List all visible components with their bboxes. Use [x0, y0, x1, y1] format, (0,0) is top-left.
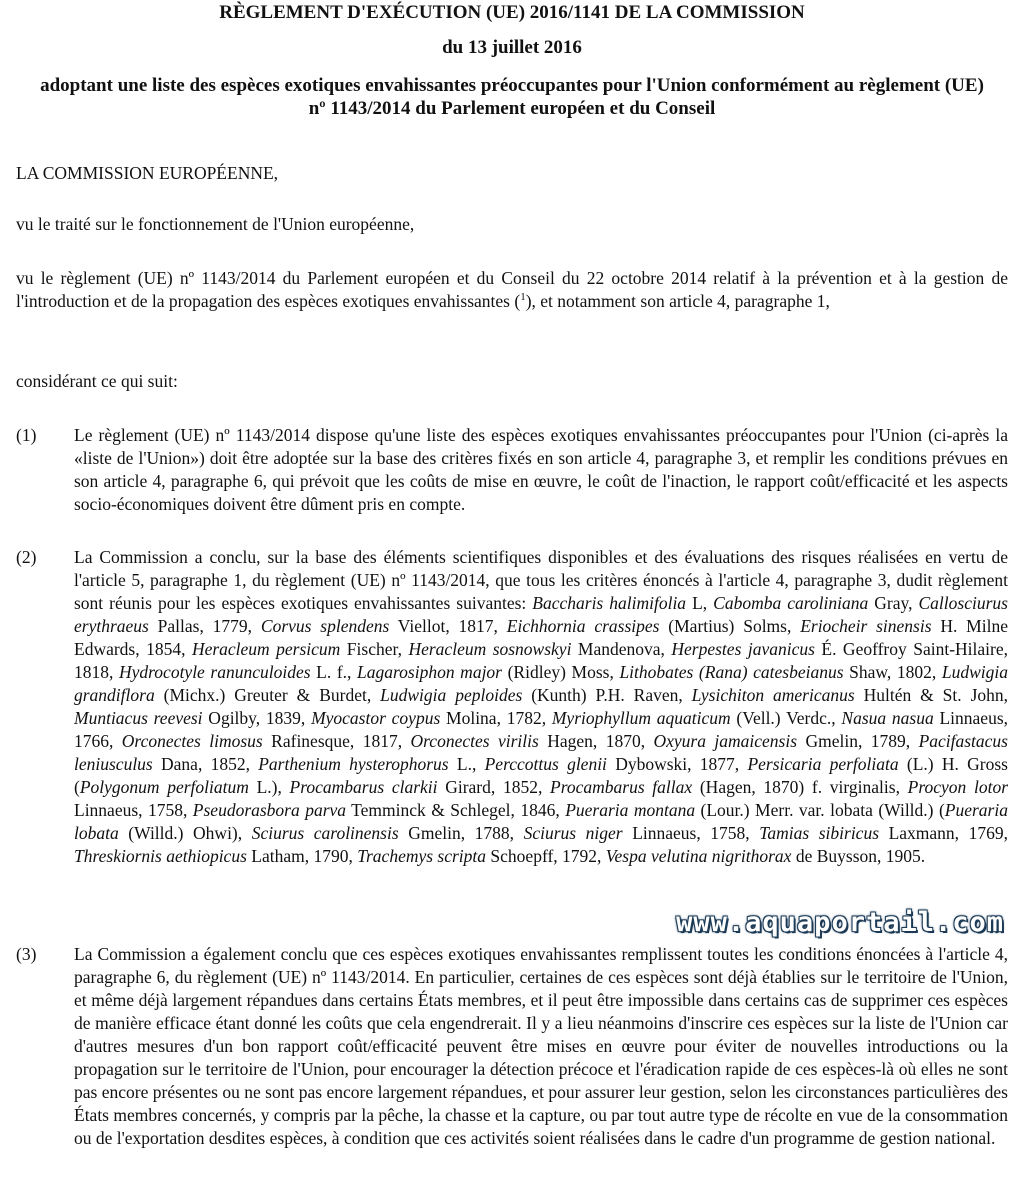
- species-name: Ludwigia grandiflora: [74, 662, 1008, 705]
- species-authority: (Lour.) Merr. var. lobata (Willd.) (: [695, 800, 945, 820]
- species-name: Orconectes virilis: [410, 731, 539, 751]
- citation-regulation-text-a: vu le règlement (UE) nº 1143/2014 du Parlement européen et du Conseil du 22 octobre 2014 relatif à la prévention et à la gestion de l'introduction et de la propagation des espèces exotiques envahissantes (: [16, 268, 1008, 311]
- species-name: Vespa velutina nigrithorax: [605, 846, 792, 866]
- species-name: Pacifastacus leniusculus: [74, 731, 1008, 774]
- recital-text: La Commission a également conclu que ces espèces exotiques envahissantes remplissent toutes les conditions énoncées à l'article 4, paragraphe 6, du règlement (UE) nº 1143/2014. En particulier, certaines de ces espèces sont déjà établies sur le territoire de l'Union, et même déjà largement répandues dans certains États membres, et il peut être impossible dans certains cas de supprimer ces espèces de manière efficace étant donné les coûts que cela engendrerait. Il y a lieu néanmoins d'inscrire ces espèces sur la liste de l'Union car d'autres mesures d'un bon rapport coût/efficacité peuvent être mises en œuvre pour éviter de nouvelles introductions ou la propagation sur le territoire de l'Union, pour encourager la détection précoce et l'éradication rapide de ces espèces-là où elles ne sont pas encore présentes ou ne sont pas encore largement répandues, et pour assurer leur gestion, selon les circonstances particulières des États membres concernés, y compris par la pêche, la chasse et la capture, ou par tout autre type de récolte en vue de la consommation ou de l'exportation desdites espèces, à condition que ces activités soient réalisées dans le cadre d'un programme de gestion national.: [74, 944, 1008, 1148]
- species-authority: Girard, 1852,: [437, 777, 550, 797]
- species-name: Trachemys scripta: [357, 846, 487, 866]
- species-name: Callosciurus erythraeus: [74, 593, 1008, 636]
- species-name: Lithobates (Rana) catesbeianus: [619, 662, 844, 682]
- recital-number: (1): [16, 425, 37, 445]
- citation-regulation: [16, 267, 1008, 313]
- institution-line: LA COMMISSION EUROPÉENNE,: [16, 163, 279, 183]
- species-authority: (Hagen, 1870) f. virginalis,: [692, 777, 908, 797]
- species-authority: Linnaeus, 1758,: [74, 800, 193, 820]
- species-authority: (Kunth) P.H. Raven,: [522, 685, 692, 705]
- recital-number: (2): [16, 547, 37, 567]
- species-name: Herpestes javanicus: [671, 639, 815, 659]
- species-name: Myocastor coypus: [311, 708, 441, 728]
- species-name: Hydrocotyle ranunculoides: [118, 662, 311, 682]
- species-name: Cabomba caroliniana: [713, 593, 869, 613]
- species-name: Parthenium hysterophorus: [258, 754, 449, 774]
- species-authority: (Vell.) Verdc.,: [730, 708, 842, 728]
- species-authority: Schoepff, 1792,: [486, 846, 606, 866]
- species-name: Procambarus clarkii: [289, 777, 438, 797]
- species-authority: Viellot, 1817,: [389, 616, 507, 636]
- species-name: Sciurus carolinensis: [251, 823, 399, 843]
- species-name: Nasua nasua: [841, 708, 934, 728]
- species-name: Lysichiton americanus: [691, 685, 855, 705]
- species-authority: Hagen, 1870,: [538, 731, 654, 751]
- species-authority: Pallas, 1779,: [148, 616, 261, 636]
- species-authority: Latham, 1790,: [246, 846, 358, 866]
- citation-regulation-text-b: ), et notamment son article 4, paragraphe 1,: [525, 291, 830, 311]
- species-name: Myriophyllum aquaticum: [551, 708, 731, 728]
- species-authority: Gray,: [868, 593, 919, 613]
- species-name: Eriocheir sinensis: [800, 616, 932, 636]
- species-authority: L.),: [248, 777, 290, 797]
- species-authority: Fischer,: [340, 639, 409, 659]
- considering-line: considérant ce qui suit:: [16, 371, 178, 391]
- species-name: Tamias sibiricus: [759, 823, 880, 843]
- species-authority: Linnaeus, 1758,: [622, 823, 760, 843]
- species-authority: É. Geoffroy Saint-Hilaire, 1818,: [74, 639, 1008, 682]
- recital-text: [74, 546, 1008, 868]
- species-authority: Ogilby, 1839,: [202, 708, 312, 728]
- species-authority: de Buysson, 1905.: [791, 846, 926, 866]
- species-name: Polygonum perfoliatum: [79, 777, 249, 797]
- species-name: Procyon lotor: [907, 777, 1009, 797]
- regulation-date: du 13 juillet 2016: [442, 37, 582, 58]
- species-name: Pseudorasbora parva: [192, 800, 347, 820]
- species-name: Muntiacus reevesi: [74, 708, 203, 728]
- species-authority: Molina, 1782,: [440, 708, 552, 728]
- species-authority: (Martius) Solms,: [659, 616, 801, 636]
- species-authority: L.,: [448, 754, 485, 774]
- species-name: Perccottus glenii: [484, 754, 607, 774]
- recital-text: Le règlement (UE) nº 1143/2014 dispose qu'une liste des espèces exotiques envahissantes préoccupantes pour l'Union (ci-après la «liste de l'Union») doit être adoptée sur la base des critères fixés en son article 4, paragraphe 3, et remplir les conditions prévues en son article 4, paragraphe 6, qui prévoit que les coûts de mise en œuvre, le coût de l'inaction, le rapport coût/efficacité et les aspects socio-économiques doivent être dûment pris en compte.: [74, 425, 1008, 514]
- recital-number: (3): [16, 944, 37, 964]
- species-authority: Dana, 1852,: [152, 754, 259, 774]
- species-authority: Linnaeus, 1766,: [74, 708, 1008, 751]
- species-name: Baccharis halimifolia: [532, 593, 687, 613]
- species-name: Oxyura jamaicensis: [653, 731, 798, 751]
- species-authority: Gmelin, 1789,: [797, 731, 919, 751]
- recital-2-intro: La Commission a conclu, sur la base des éléments scientifiques disponibles et des évaluations des risques réalisées en vertu de l'article 5, paragraphe 1, du règlement (UE) nº 1143/2014, que tous les critères énoncés à l'article 4, paragraphe 3, dudit règlement sont réunis pour les espèces exotiques envahissantes suivantes:: [74, 547, 1008, 613]
- species-authority: Mandenova,: [571, 639, 672, 659]
- citation-treaty: vu le traité sur le fonctionnement de l'Union européenne,: [16, 214, 415, 234]
- species-authority: (Ridley) Moss,: [502, 662, 620, 682]
- species-authority: Hultén & St. John,: [854, 685, 1009, 705]
- species-authority: Shaw, 1802,: [843, 662, 942, 682]
- species-name: Eichhornia crassipes: [506, 616, 660, 636]
- species-name: Corvus splendens: [260, 616, 390, 636]
- species-name: Pueraria montana: [565, 800, 696, 820]
- site-watermark: www.aquaportail.com: [672, 905, 1008, 940]
- species-name: Heracleum sosnowskyi: [408, 639, 572, 659]
- footnote-ref[interactable]: 1: [520, 291, 526, 304]
- species-name: Ludwigia peploides: [380, 685, 523, 705]
- species-authority: Dybowski, 1877,: [606, 754, 748, 774]
- species-authority: Laxmann, 1769,: [879, 823, 1008, 843]
- species-authority: (Michx.) Greuter & Burdet,: [154, 685, 381, 705]
- species-name: Lagarosiphon major: [357, 662, 502, 682]
- species-authority: (Willd.) Ohwi),: [118, 823, 252, 843]
- species-name: Sciurus niger: [523, 823, 623, 843]
- regulation-title: RÈGLEMENT D'EXÉCUTION (UE) 2016/1141 DE LA COMMISSION: [219, 2, 805, 23]
- species-name: Procambarus fallax: [550, 777, 693, 797]
- species-name: Persicaria perfoliata: [747, 754, 899, 774]
- species-authority: L. f.,: [310, 662, 358, 682]
- species-authority: (L.) H. Gross (: [74, 754, 1008, 797]
- species-authority: L,: [686, 593, 714, 613]
- species-name: Threskiornis aethiopicus: [74, 846, 247, 866]
- species-authority: Temminck & Schlegel, 1846,: [346, 800, 566, 820]
- species-list: [74, 593, 1008, 866]
- species-name: Pueraria lobata: [74, 800, 1008, 843]
- species-name: Heracleum persicum: [191, 639, 341, 659]
- regulation-subject: adoptant une liste des espèces exotiques envahissantes préoccupantes pour l'Union conformément au règlement (UE) nº 1143/2014 du Parlement européen et du Conseil: [40, 75, 984, 119]
- species-authority: Rafinesque, 1817,: [262, 731, 411, 751]
- species-name: Orconectes limosus: [121, 731, 263, 751]
- species-authority: Gmelin, 1788,: [398, 823, 524, 843]
- species-authority: H. Milne Edwards, 1854,: [74, 616, 1008, 659]
